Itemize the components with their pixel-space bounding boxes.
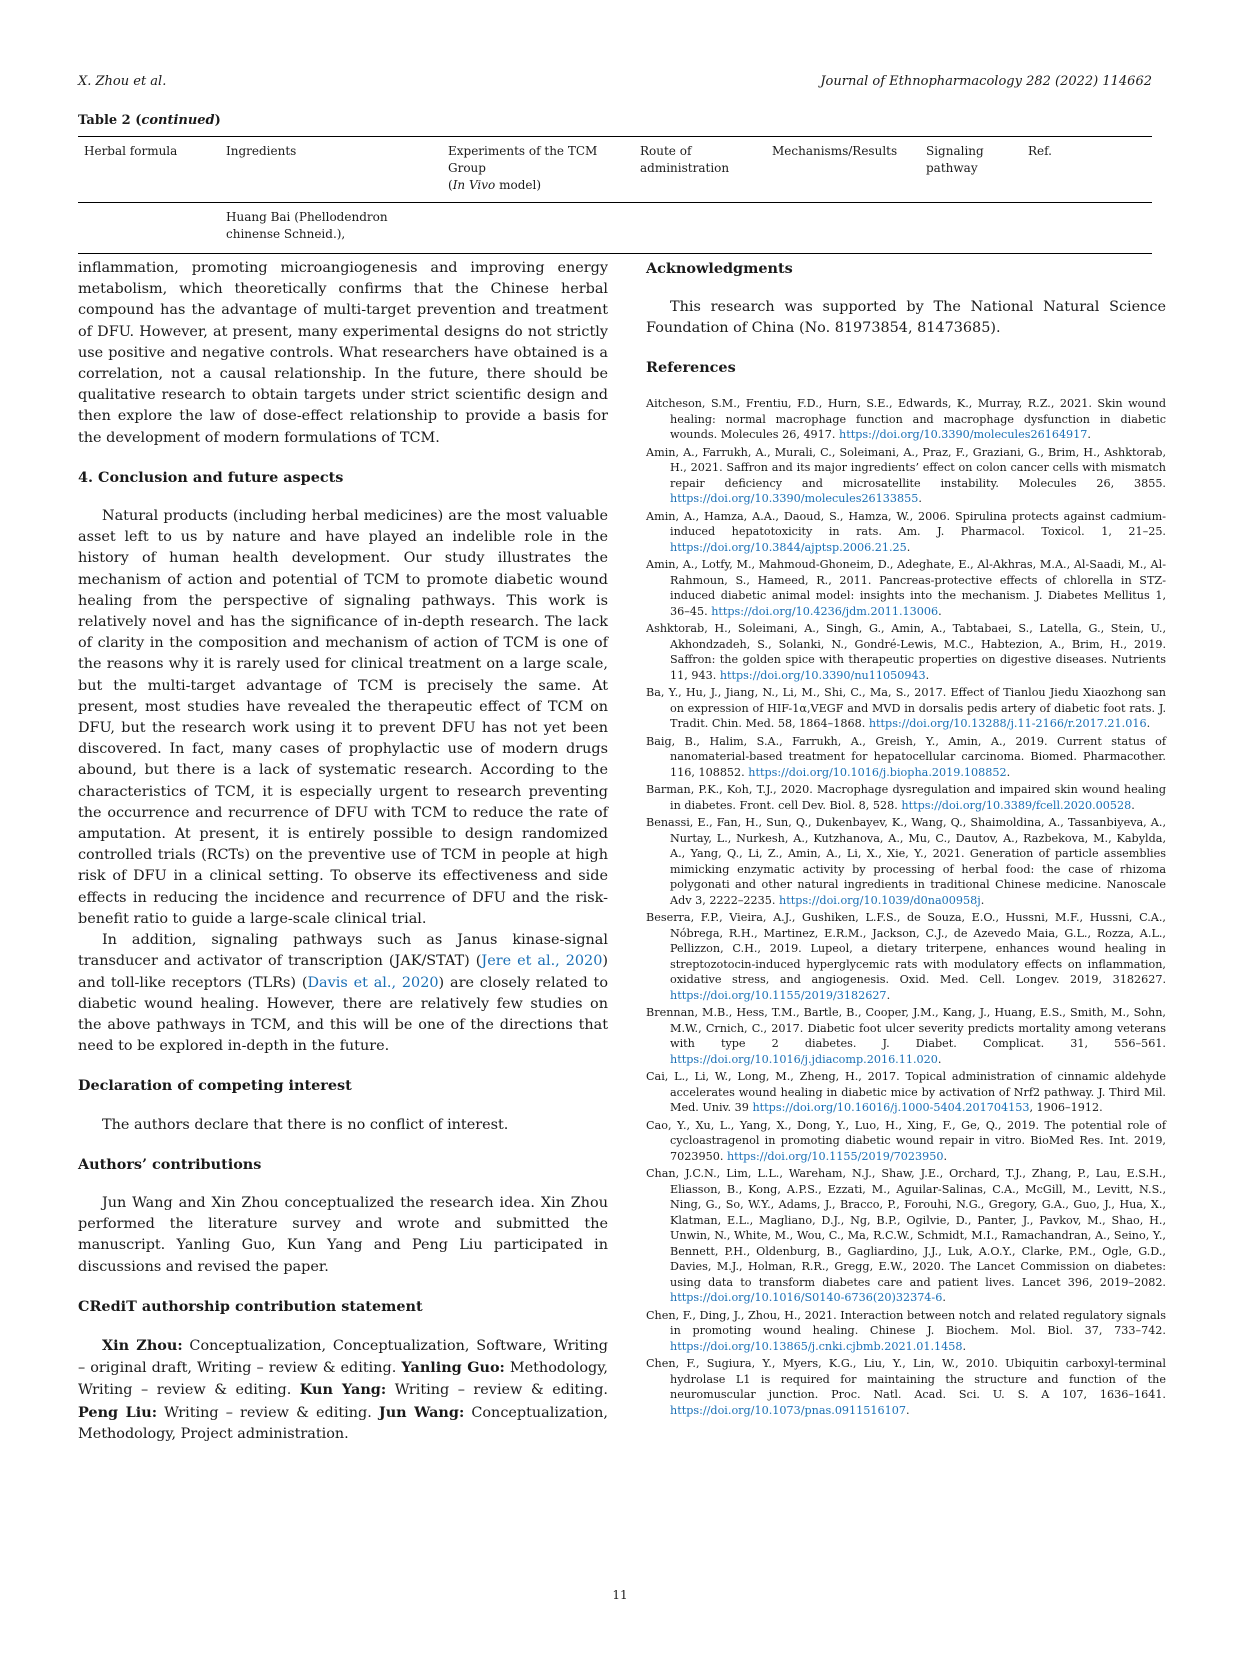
citation-link[interactable]: Davis et al., 2020: [307, 974, 439, 991]
reference-item: Benassi, E., Fan, H., Sun, Q., Dukenbayev, K., Wang, Q., Shaimoldina, A., Tassanbiyeva, A., Nurtay, L., Nurkesh, A., Kutzhanova, A., Mu, C., Dautov, A., Razbekova, M., Kabylda, A., Yang, Q., Li, Z., Amin, A., Li, X., Xie, Y., 2021. Generation of particle assemblies mimicking enzymatic activity by processing of herbal food: the case of rhizoma polygonati and other natural ingredients in traditional Chinese medicine. Nanoscale Adv 3, 2222–2235. https://doi.org/10.1039/d0na00958j.: [646, 816, 1166, 907]
table-header-row: [78, 137, 1152, 203]
paragraph: This research was supported by The National Natural Science Foundation of China (No. 81973854, 81473685).: [646, 299, 1166, 337]
doi-link[interactable]: https://doi.org/10.3390/nu11050943: [719, 668, 926, 682]
reference-item: Barman, P.K., Koh, T.J., 2020. Macrophage dysregulation and impaired skin wound healing in diabetes. Front. cell Dev. Biol. 8, 528. https://doi.org/10.3389/fcell.2020.00528.: [646, 783, 1166, 812]
doi-link[interactable]: https://doi.org/10.1155/2019/7023950: [726, 1149, 944, 1163]
doi-link[interactable]: https://doi.org/10.1016/S0140-6736(20)32374-6: [670, 1291, 943, 1305]
section-heading: References: [646, 359, 736, 377]
table-2-continued: [78, 113, 1152, 254]
paragraph: In addition, signaling pathways such as Janus kinase-signal transducer and activator of transcription (JAK/STAT) (Jere et al., 2020) and toll-like receptors (TLRs) (Davis et al., 2020) are closely related to diabetic wound healing. However, there are relatively few studies on the above pathways in TCM, and this will be one of the directions that need to be explored in-depth in the future.: [78, 932, 608, 1055]
doi-link[interactable]: https://doi.org/10.3389/fcell.2020.00528: [901, 798, 1132, 812]
reference-item: Brennan, M.B., Hess, T.M., Bartle, B., Cooper, J.M., Kang, J., Huang, E.S., Smith, M., Sohn, M.W., Crnich, C., 2017. Diabetic foot ulcer severity predicts mortality among veterans with type 2 diabetes. J. Diabet. Complicat. 31, 556–561. https://doi.org/10.1016/j.jdiacomp.2016.11.020.: [646, 1006, 1166, 1066]
table-cell: Huang Bai (Phellodendron chinense Schneid.),: [220, 203, 442, 254]
reference-item: Ba, Y., Hu, J., Jiang, N., Li, M., Shi, C., Ma, S., 2017. Effect of Tianlou Jiedu Xiaozhong san on expression of HIF-1α,VEGF and MVD in dorsalis pedis artery of diabetic foot rats. J. Tradit. Chin. Med. 58, 1864–1868. https://doi.org/10.13288/j.11-2166/r.2017.21.016.: [646, 686, 1166, 731]
col-header: Experiments of the TCM Group (In Vivo model): [442, 137, 634, 203]
reference-item: Cao, Y., Xu, L., Yang, X., Dong, Y., Luo, H., Xing, F., Ge, Q., 2019. The potential role of cycloastragenol in promoting diabetic wound repair in vitro. BioMed Res. Int. 2019, 7023950. https://doi.org/10.1155/2019/7023950.: [646, 1118, 1166, 1163]
table-row: [78, 203, 1152, 254]
doi-link[interactable]: https://doi.org/10.13865/j.cnki.cjbmb.2021.01.1458: [670, 1339, 963, 1353]
right-column: [646, 258, 1166, 1420]
reference-item: Ashktorab, H., Soleimani, A., Singh, G., Amin, A., Tabtabaei, S., Latella, G., Stein, U., Akhondzadeh, S., Solanki, N., Gondré-Lewis, M.C., Habtezion, A., Brim, H., 2019. Saffron: the golden spice with therapeutic properties on digestive diseases. Nutrients 11, 943. https://doi.org/10.3390/nu11050943.: [646, 622, 1166, 682]
doi-link[interactable]: https://doi.org/10.3844/ajptsp.2006.21.25: [670, 540, 907, 554]
reference-item: Amin, A., Lotfy, M., Mahmoud-Ghoneim, D., Adeghate, E., Al-Akhras, M.A., Al-Saadi, M., Al-Rahmoun, S., Hameed, R., 2011. Pancreas-protective effects of chlorella in STZ-induced diabetic animal model: insights into the mechanism. J. Diabetes Mellitus 1, 36–45. https://doi.org/10.4236/jdm.2011.13006.: [646, 558, 1166, 618]
reference-item: Chen, F., Sugiura, Y., Myers, K.G., Liu, Y., Lin, W., 2010. Ubiquitin carboxyl-terminal hydrolase L1 is required for maintaining the structure and function of the neuromuscular junction. Proc. Natl. Acad. Sci. U. S. A 107, 1636–1641. https://doi.org/10.1073/pnas.0911516107.: [646, 1357, 1166, 1417]
col-header: Ref.: [1022, 137, 1152, 203]
reference-item: Chan, J.C.N., Lim, L.L., Wareham, N.J., Shaw, J.E., Orchard, T.J., Zhang, P., Lau, E.S.H., Eliasson, B., Kong, A.P.S., Ezzati, M., Aguilar-Salinas, C.A., McGill, M., Levitt, N.S., Ning, G., So, W.Y., Adams, J., Bracco, P., Forouhi, N.G., Gregory, G.A., Guo, J., Hua, X., Klatman, E.L., Magliano, D.J., Ng, B.P., Ogilvie, D., Panter, J., Pavkov, M., Shao, H., Unwin, N., White, M., Wou, C., Ma, R.C.W., Schmidt, M.I., Ramachandran, A., Seino, Y., Bennett, P.H., Oldenburg, B., Gagliardino, J.J., Luk, A.O.Y., Clarke, P.M., Ogle, G.D., Davies, M.J., Holman, R.R., Gregg, E.W., 2020. The Lancet Commission on diabetes: using data to transform diabetes care and patient lives. Lancet 396, 2019–2082. https://doi.org/10.1016/S0140-6736(20)32374-6.: [646, 1167, 1166, 1305]
col-header: Route of administration: [634, 137, 766, 203]
doi-link[interactable]: https://doi.org/10.3390/molecules26164917: [839, 428, 1088, 442]
col-header: Mechanisms/Results: [766, 137, 920, 203]
paragraph: Natural products (including herbal medicines) are the most valuable asset left to us by nature and have played an indelible role in the history of human health development. Our study illustrates the mechanism of action and potential of TCM to promote diabetic wound healing from the perspective of signaling pathways. This work is relatively novel and has the significance of in-depth research. The lack of clarity in the composition and mechanism of action of TCM is one of the reasons why it is rarely used for clinical treatment on a large scale, but the multi-target advantage of TCM is precisely the same. At present, most studies have revealed the therapeutic effect of TCM on DFU, but the research work using it to prevent DFU has not yet been discovered. In fact, many cases of prophylactic use of modern drugs abound, but there is a lack of systematic research. According to the characteristics of TCM, it is especially urgent to research preventing the occurrence and recurrence of DFU with TCM to reduce the rate of amputation. At present, it is entirely possible to design randomized controlled trials (RCTs) on the preventive use of TCM in people at high risk of DFU in a clinical setting. To observe its effectiveness and side effects in reducing the incidence and recurrence of DFU and the risk-benefit ratio to guide a large-scale clinical trial.: [78, 508, 608, 927]
section-heading: CRediT authorship contribution statement: [78, 1297, 423, 1315]
paragraph: Xin Zhou: Conceptualization, Conceptualization, Software, Writing – original draft, Writing – review & editing. Yanling Guo: Methodology, Writing – review & editing. Kun Yang: Writing – review & editing. Peng Liu: Writing – review & editing. Jun Wang: Conceptualization, Methodology, Project administration.: [78, 1336, 609, 1442]
reference-item: Chen, F., Ding, J., Zhou, H., 2021. Interaction between notch and related regulatory signals in promoting wound healing. Chinese J. Biochem. Mol. Biol. 37, 733–742. https://doi.org/10.13865/j.cnki.cjbmb.2021.01.1458.: [646, 1308, 1166, 1353]
col-header: Ingredients: [220, 137, 442, 203]
table-caption: Table 2 (continued): [78, 113, 221, 128]
paragraph: Jun Wang and Xin Zhou conceptualized the research idea. Xin Zhou performed the literature survey and wrote and submitted the manuscript. Yanling Guo, Kun Yang and Peng Liu participated in discussions and revised the paper.: [78, 1194, 608, 1275]
doi-link[interactable]: https://doi.org/10.3390/molecules26133855: [670, 492, 919, 506]
section-heading: Authors’ contributions: [78, 1155, 262, 1173]
reference-item: Amin, A., Hamza, A.A., Daoud, S., Hamza, W., 2006. Spirulina protects against cadmium-induced hepatotoxicity in rats. Am. J. Pharmacol. Toxicol. 1, 21–25. https://doi.org/10.3844/ajptsp.2006.21.25.: [646, 509, 1166, 554]
table: [78, 136, 1152, 254]
reference-item: Cai, L., Li, W., Long, M., Zheng, H., 2017. Topical administration of cinnamic aldehyde accelerates wound healing in diabetic mice by activation of Nrf2 pathway. J. Third Mil. Med. Univ. 39 https://doi.org/10.16016/j.1000-5404.201704153, 1906–1912.: [646, 1070, 1166, 1115]
doi-link[interactable]: https://doi.org/10.1155/2019/3182627: [670, 988, 887, 1002]
section-heading: Declaration of competing interest: [78, 1077, 352, 1095]
doi-link[interactable]: https://doi.org/10.1039/d0na00958j: [779, 893, 981, 907]
reference-item: Beserra, F.P., Vieira, A.J., Gushiken, L.F.S., de Souza, E.O., Hussni, M.F., Hussni, C.A., Nóbrega, R.H., Martinez, E.R.M., Jackson, C.J., de Azevedo Maia, G.L., Rozza, A.L., Pellizzon, C.H., 2019. Lupeol, a dietary triterpene, enhances wound healing in streptozotocin-induced hyperglycemic rats with modulatory effects on inflammation, oxidative stress, and angiogenesis. Oxid. Med. Cell. Longev. 2019, 3182627. https://doi.org/10.1155/2019/3182627.: [646, 911, 1166, 1002]
running-header-journal: Journal of Ethnopharmacology 282 (2022) 114662: [820, 74, 1152, 89]
doi-link[interactable]: https://doi.org/10.1016/j.biopha.2019.108852: [748, 765, 1007, 779]
reference-item: Amin, A., Farrukh, A., Murali, C., Soleimani, A., Praz, F., Graziani, G., Brim, H., Ashktorab, H., 2021. Saffron and its major ingredients’ effect on colon cancer cells with mismatch repair deficiency and microsatellite instability. Molecules 26, 3855. https://doi.org/10.3390/molecules26133855.: [646, 445, 1166, 506]
paragraph: The authors declare that there is no conflict of interest.: [102, 1116, 509, 1133]
col-header: Herbal formula: [78, 137, 220, 203]
doi-link[interactable]: https://doi.org/10.4236/jdm.2011.13006: [711, 604, 939, 618]
reference-item: Baig, B., Halim, S.A., Farrukh, A., Greish, Y., Amin, A., 2019. Current status of nanomaterial-based treatment for hepatocellular carcinoma. Biomed. Pharmacother. 116, 108852. https://doi.org/10.1016/j.biopha.2019.108852.: [646, 734, 1166, 779]
section-heading: Acknowledgments: [646, 260, 793, 277]
doi-link[interactable]: https://doi.org/10.1016/j.jdiacomp.2016.11.020: [670, 1052, 938, 1066]
section-heading: 4. Conclusion and future aspects: [78, 468, 344, 486]
reference-item: Aitcheson, S.M., Frentiu, F.D., Hurn, S.E., Edwards, K., Murray, R.Z., 2021. Skin wound healing: normal macrophage function and macrophage dysfunction in diabetic wounds. Molecules 26, 4917. https://doi.org/10.3390/molecules26164917.: [646, 397, 1166, 442]
doi-link[interactable]: https://doi.org/10.1073/pnas.0911516107: [670, 1403, 906, 1417]
running-header-authors: X. Zhou et al.: [78, 74, 167, 89]
paragraph: inflammation, promoting microangiogenesis and improving energy metabolism, which theoretically confirms that the Chinese herbal compound has the advantage of multi-target prevention and treatment of DFU. However, at present, many experimental designs do not strictly use positive and negative controls. What researchers have obtained is a correlation, not a causal relationship. In the future, there should be qualitative research to obtain targets under strict scientific design and then explore the law of dose-effect relationship to provide a basis for the development of modern formulations of TCM.: [78, 260, 608, 446]
left-column: [78, 258, 608, 1445]
page-number: 11: [612, 1588, 628, 1602]
doi-link[interactable]: https://doi.org/10.16016/j.1000-5404.201704153: [752, 1101, 1030, 1115]
col-header: Signaling pathway: [920, 137, 1022, 203]
doi-link[interactable]: https://doi.org/10.13288/j.11-2166/r.2017.21.016: [868, 717, 1147, 731]
citation-link[interactable]: Jere et al., 2020: [481, 953, 603, 970]
reference-list: [646, 396, 1166, 1418]
